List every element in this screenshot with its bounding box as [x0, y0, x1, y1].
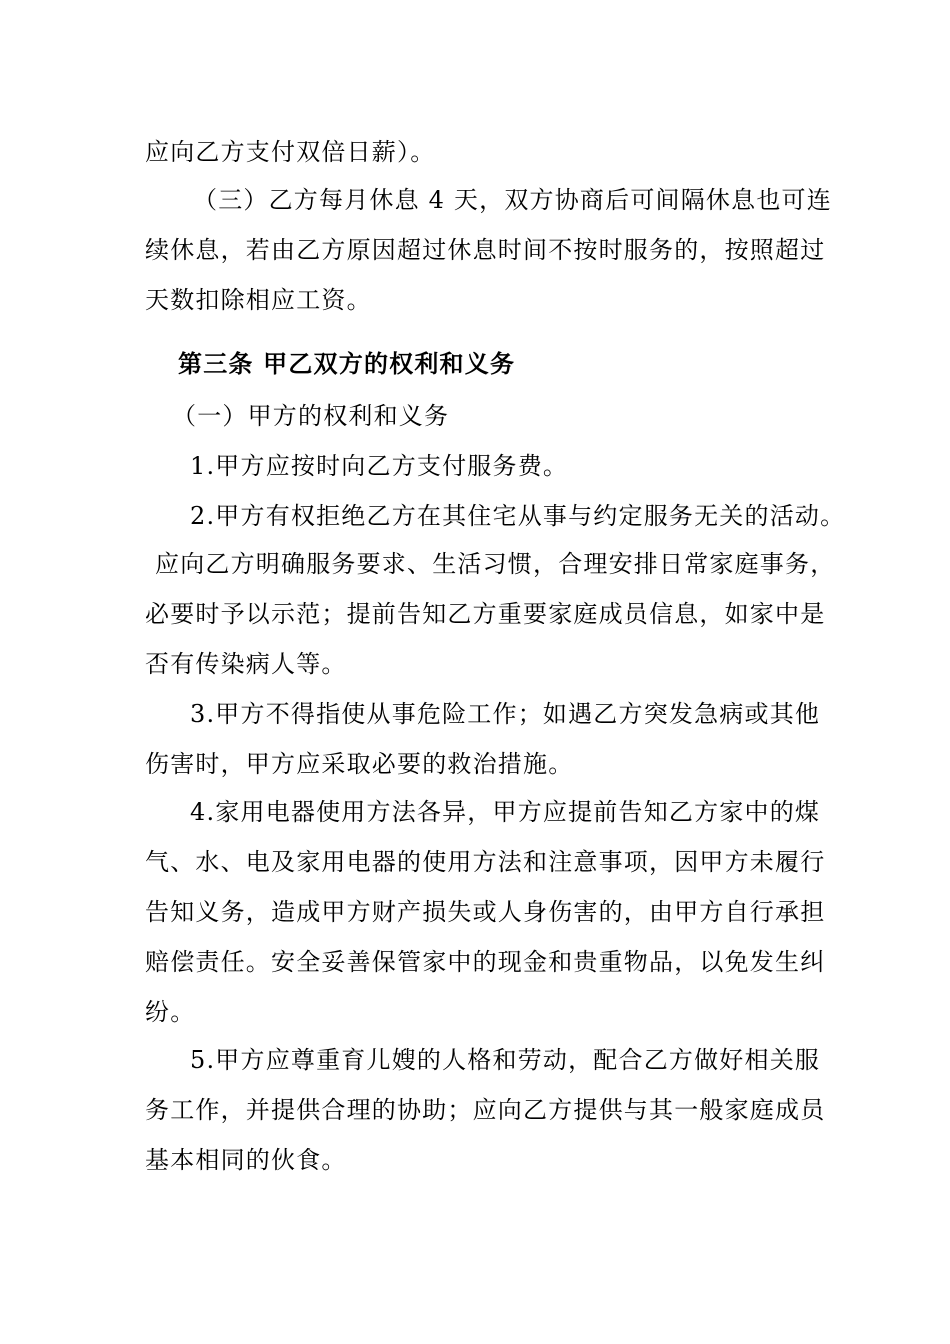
text-line: 天数扣除相应工资。	[145, 286, 372, 314]
text-line: 否有传染病人等。	[145, 650, 347, 678]
text-line: 气、水、电及家用电器的使用方法和注意事项，因甲方未履行	[145, 848, 826, 876]
list-item: 4.家用电器使用方法各异，甲方应提前告知乙方家中的煤	[190, 798, 821, 826]
text-line: 续休息，若由乙方原因超过休息时间不按时服务的，按照超过	[145, 236, 826, 264]
text-line: 必要时予以示范；提前告知乙方重要家庭成员信息，如家中是	[145, 600, 826, 628]
text-line: 基本相同的伙食。	[145, 1146, 347, 1174]
text-line: 伤害时，甲方应采取必要的救治措施。	[145, 750, 574, 778]
list-item: 3.甲方不得指使从事危险工作；如遇乙方突发急病或其他	[190, 700, 821, 728]
text-line: （三）乙方每月休息 4 天，双方协商后可间隔休息也可连	[193, 186, 832, 214]
list-item: 2.甲方有权拒绝乙方在其住宅从事与约定服务无关的活动。	[190, 502, 846, 530]
list-item: 5.甲方应尊重育儿嫂的人格和劳动，配合乙方做好相关服	[190, 1046, 821, 1074]
text-line: 务工作，并提供合理的协助；应向乙方提供与其一般家庭成员	[145, 1096, 826, 1124]
text-line: 赔偿责任。安全妥善保管家中的现金和贵重物品，以免发生纠	[145, 948, 826, 976]
text-line: 告知义务，造成甲方财产损失或人身伤害的，由甲方自行承担	[145, 898, 826, 926]
text-line: 应向乙方支付双倍日薪）。	[145, 138, 436, 166]
section-heading: 第三条 甲乙双方的权利和义务	[178, 349, 516, 378]
text-line: 应向乙方明确服务要求、生活习惯，合理安排日常家庭事务，	[155, 550, 836, 578]
subsection-heading: （一）甲方的权利和义务	[172, 402, 450, 430]
list-item: 1.甲方应按时向乙方支付服务费。	[190, 452, 569, 480]
text-line: 纷。	[145, 998, 196, 1026]
